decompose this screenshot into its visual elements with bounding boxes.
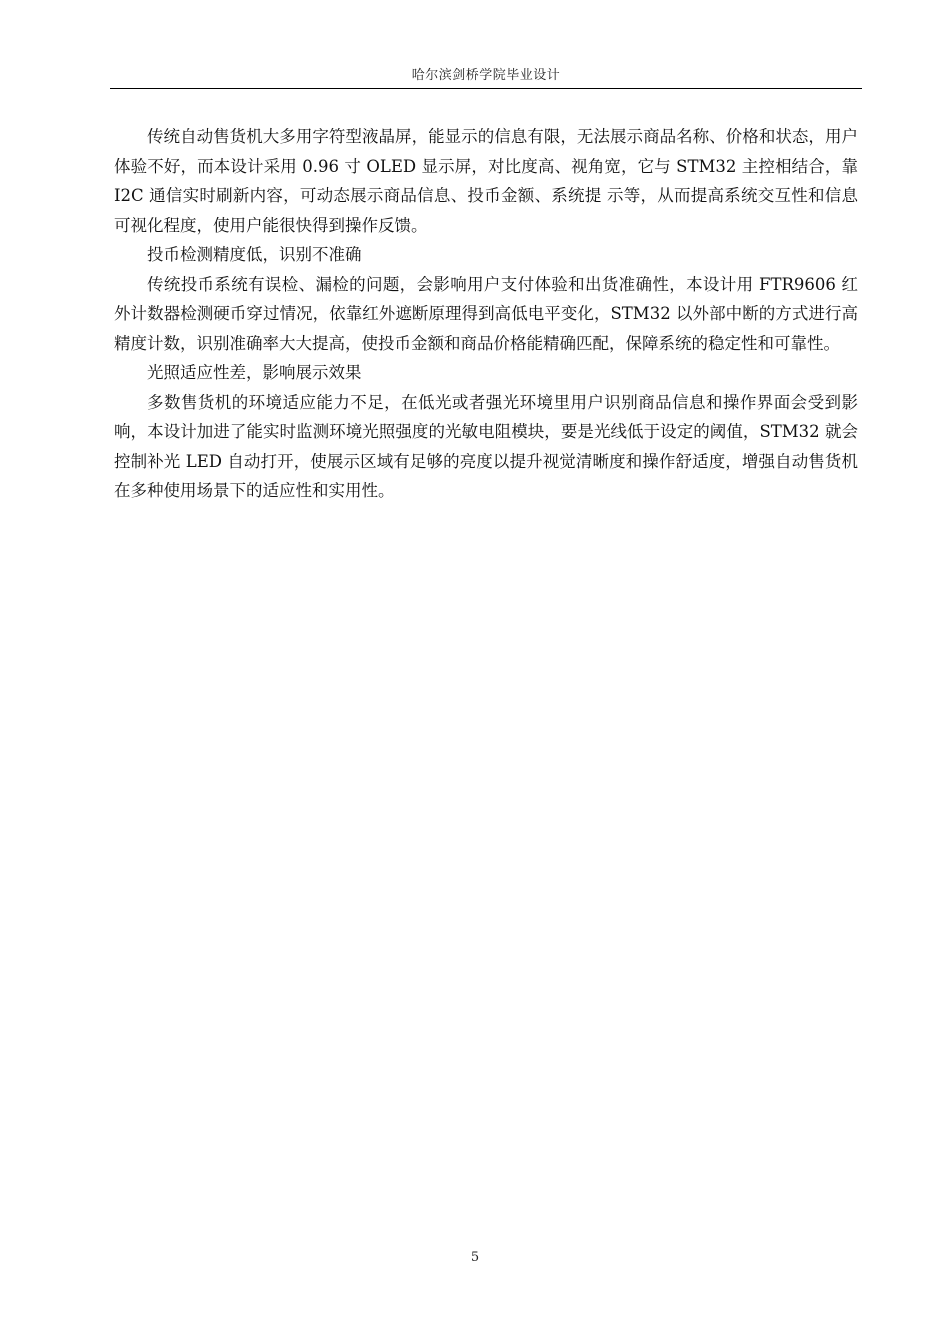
subheading-light-adaptation: 光照适应性差，影响展示效果 xyxy=(147,363,362,382)
page-header: 哈尔滨剑桥学院毕业设计 xyxy=(411,68,561,83)
header-divider xyxy=(110,88,862,89)
paragraph-coin-detection: 传统投币系统有误检、漏检的问题，会影响用户支付体验和出货准确性，本设计用 FTR9606 红外计数器检测硬币穿过情况，依靠红外遮断原理得到高低电平变化，STM32 以外部中断的方式进行高精度计数，识别准确率大大提高，使投币金额和商品价格能精确匹配，保障系统的稳定性和可靠性。 xyxy=(114,274,858,353)
paragraph-light-adaptation: 多数售货机的环境适应能力不足，在低光或者强光环境里用户识别商品信息和操作界面会受到影响，本设计加进了能实时监测环境光照强度的光敏电阻模块，要是光线低于设定的阈值，STM32 就会控制补光 LED 自动打开，使展示区域有足够的亮度以提升视觉清晰度和操作舒适度，增强自动售货机在多种使用场景下的适应性和实用性。 xyxy=(114,392,858,500)
document-body xyxy=(114,122,858,506)
paragraph-oled-display: 传统自动售货机大多用字符型液晶屏，能显示的信息有限，无法展示商品名称、价格和状态，用户体验不好，而本设计采用 0.96 寸 OLED 显示屏，对比度高、视角宽，它与 STM32 主控相结合，靠 I2C 通信实时刷新内容，可动态展示商品信息、投币金额、系统提 示等，从而提高系统交互性和信息可视化程度，使用户能很快得到操作反馈。 xyxy=(114,127,858,235)
page-number: 5 xyxy=(470,1250,480,1265)
subheading-coin-detection: 投币检测精度低，识别不准确 xyxy=(147,245,362,264)
